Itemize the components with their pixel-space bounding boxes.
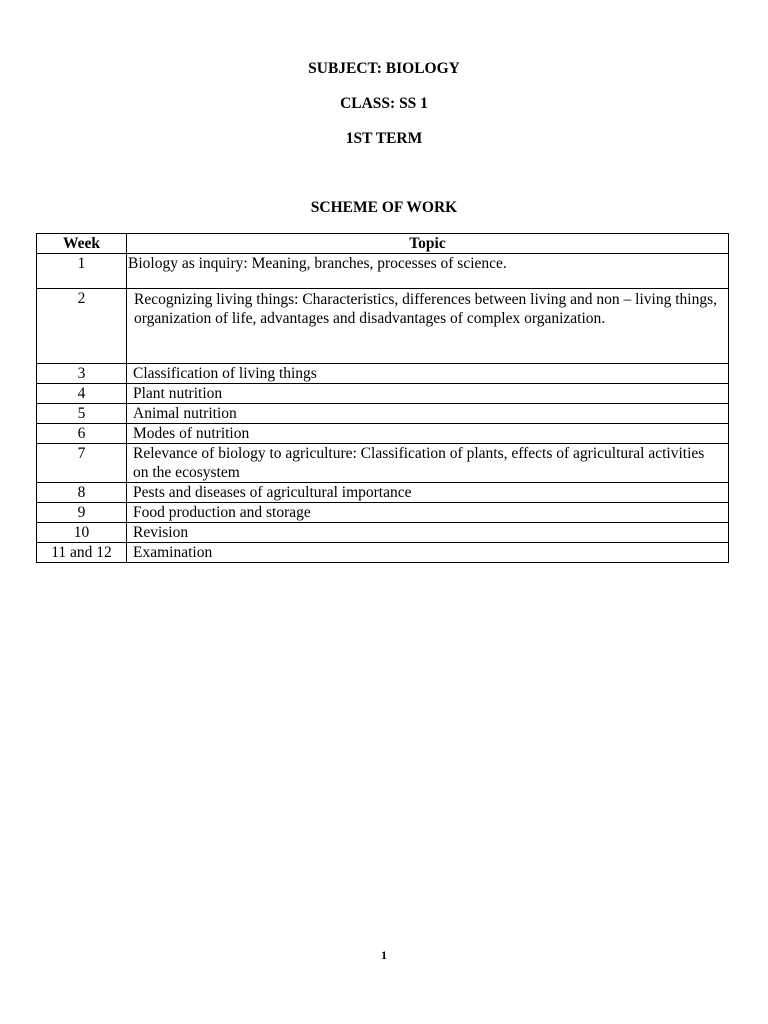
table-header-row bbox=[37, 234, 729, 254]
week-cell: 2 bbox=[37, 289, 127, 364]
page-number: 1 bbox=[381, 948, 387, 962]
subject-heading: SUBJECT: BIOLOGY bbox=[308, 60, 460, 77]
week-cell: 4 bbox=[37, 384, 127, 404]
table-row bbox=[37, 364, 729, 384]
week-column-header: Week bbox=[37, 234, 127, 254]
term-heading: 1ST TERM bbox=[345, 130, 423, 147]
topic-cell: Modes of nutrition bbox=[127, 424, 729, 444]
table-row bbox=[37, 543, 729, 563]
week-cell: 8 bbox=[37, 483, 127, 503]
table-row bbox=[37, 424, 729, 444]
topic-cell: Animal nutrition bbox=[127, 404, 729, 424]
table-row bbox=[37, 483, 729, 503]
topic-cell: Classification of living things bbox=[127, 364, 729, 384]
table-row bbox=[37, 404, 729, 424]
topic-cell: Food production and storage bbox=[127, 503, 729, 523]
topic-column-header: Topic bbox=[127, 234, 729, 254]
week-cell: 7 bbox=[37, 444, 127, 483]
table-row bbox=[37, 523, 729, 543]
topic-cell: Examination bbox=[127, 543, 729, 563]
topic-cell: Pests and diseases of agricultural importance bbox=[127, 483, 729, 503]
week-cell: 10 bbox=[37, 523, 127, 543]
scheme-of-work-table bbox=[36, 233, 729, 563]
table-row bbox=[37, 254, 729, 289]
scheme-of-work-heading: SCHEME OF WORK bbox=[310, 199, 458, 216]
topic-cell: Revision bbox=[127, 523, 729, 543]
table-row bbox=[37, 503, 729, 523]
topic-cell: Recognizing living things: Characteristics, differences between living and non – living things, organization of life, advantages and disadvantages of complex organization. bbox=[127, 289, 729, 364]
table-row bbox=[37, 384, 729, 404]
week-cell: 3 bbox=[37, 364, 127, 384]
class-heading: CLASS: SS 1 bbox=[340, 95, 428, 112]
topic-cell: Relevance of biology to agriculture: Classification of plants, effects of agricultural activities on the ecosystem bbox=[127, 444, 729, 483]
week-cell: 1 bbox=[37, 254, 127, 289]
topic-cell: Biology as inquiry: Meaning, branches, processes of science. bbox=[127, 254, 729, 289]
topic-cell: Plant nutrition bbox=[127, 384, 729, 404]
week-cell: 6 bbox=[37, 424, 127, 444]
table-row bbox=[37, 444, 729, 483]
week-cell: 11 and 12 bbox=[37, 543, 127, 563]
week-cell: 9 bbox=[37, 503, 127, 523]
week-cell: 5 bbox=[37, 404, 127, 424]
table-row bbox=[37, 289, 729, 364]
